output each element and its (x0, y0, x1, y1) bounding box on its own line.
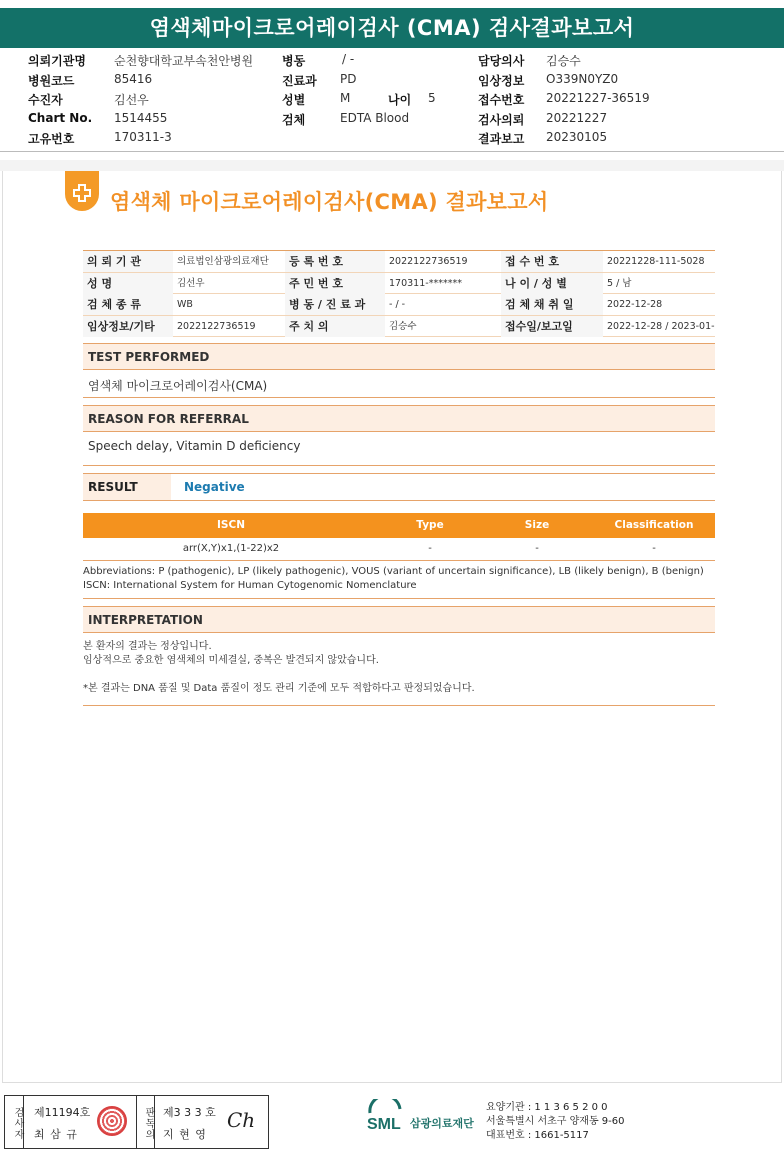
code-value: 85416 (114, 71, 153, 86)
divider (83, 465, 715, 466)
age-label: 나이 (388, 93, 412, 107)
signature: Ch (227, 1108, 256, 1132)
divider (83, 473, 715, 474)
meta-label: 접 수 번 호 (501, 251, 603, 272)
examiner-name: 최 삼 규 (34, 1128, 78, 1141)
col-size: Size (524, 519, 550, 531)
meta-row (83, 273, 715, 295)
sex-value: M (340, 91, 351, 105)
meta-label: 성 명 (83, 273, 173, 294)
meta-value: 2022-12-28 / 2023-01- (607, 320, 715, 332)
reviewer-label: 판독의 (136, 1096, 155, 1148)
age-value: 5 (428, 91, 436, 105)
cell-iscn: arr(X,Y)x1,(1-22)x2 (182, 543, 280, 554)
meta-value: 2022122736519 (389, 256, 468, 267)
chart-value: 1514455 (114, 110, 168, 125)
interpretation-line2: 임상적으로 중요한 염색체의 미세결실, 중복은 발견되지 않았습니다. (83, 655, 379, 666)
report-page (2, 171, 782, 1083)
reception-label: 접수번호 (478, 93, 525, 107)
request-label: 검사의뢰 (478, 112, 525, 127)
seal-stamp (97, 1106, 127, 1136)
institution-code: 요양기관 : 1 1 3 6 5 2 0 0 (486, 1102, 608, 1113)
unique-label: 고유번호 (28, 132, 75, 146)
address: 서울특별시 서초구 양재동 9-60 (486, 1116, 625, 1127)
col-classification: Classification (614, 519, 694, 531)
clinical-label: 임상정보 (478, 73, 525, 88)
meta-value: 5 / 남 (607, 277, 632, 289)
patient-label: 수진자 (28, 93, 63, 107)
meta-label: 임상정보/기타 (83, 316, 173, 337)
quality-note: *본 결과는 DNA 품질 및 Data 품질이 정도 관리 기준에 모두 적합하다고 판정되었습니다. (83, 683, 475, 694)
meta-label: 병 동 / 진 료 과 (285, 294, 385, 315)
report-date-label: 결과보고 (478, 132, 525, 146)
examiner-license: 제11194호 (34, 1106, 91, 1119)
abbreviations-line: Abbreviations: P (pathogenic), LP (likely pathogenic), VOUS (variant of uncertain significance), LB (likely benign), B (benign) (83, 566, 704, 577)
examiner-label: 검사자 (5, 1096, 24, 1148)
meta-value: 20221228-111-5028 (607, 256, 705, 267)
meta-label: 검 체 종 류 (83, 294, 173, 315)
report-header-title: 염색체마이크로어레이검사 (CMA) 검사결과보고서 (0, 8, 784, 48)
patient-value: 김선우 (114, 93, 149, 107)
meta-value: 2022-12-28 (607, 299, 663, 310)
sex-label: 성별 (282, 93, 306, 107)
meta-table (83, 250, 715, 337)
specimen-label: 검체 (282, 112, 306, 127)
chart-label: Chart No. (28, 110, 93, 125)
meta-row (83, 316, 715, 338)
hospital-value: 순천향대학교부속천안병원 (114, 54, 254, 68)
meta-row (83, 251, 715, 273)
test-performed-heading: TEST PERFORMED (83, 343, 715, 370)
meta-label: 의 뢰 기 관 (83, 251, 173, 272)
divider (83, 397, 715, 398)
meta-value: WB (177, 299, 193, 310)
meta-label: 등 록 번 호 (285, 251, 385, 272)
unique-value: 170311-3 (114, 130, 172, 144)
divider (83, 500, 715, 501)
col-type: Type (416, 519, 444, 531)
hospital-label: 의뢰기관명 (28, 54, 86, 68)
dna-plus-icon (65, 171, 99, 211)
cell-size: - (535, 543, 539, 554)
reviewer-name: 지 현 영 (163, 1128, 207, 1141)
meta-value: - / - (389, 299, 406, 310)
meta-value: 의료법인삼광의료재단 (177, 256, 269, 267)
meta-label: 주 치 의 (285, 316, 385, 337)
header-divider (0, 151, 784, 152)
meta-label: 주 민 번 호 (285, 273, 385, 294)
cell-type: - (428, 543, 432, 554)
meta-label: 검 체 채 취 일 (501, 294, 603, 315)
col-iscn: ISCN (217, 519, 245, 531)
divider (83, 598, 715, 599)
divider (83, 560, 715, 561)
interpretation-heading: INTERPRETATION (83, 606, 715, 633)
page-gap (0, 160, 784, 171)
doctor-value: 김승수 (546, 54, 581, 68)
result-label: RESULT (83, 474, 171, 501)
clinical-value: O339N0YZ0 (546, 71, 619, 86)
code-label: 병원코드 (28, 73, 75, 88)
footer (0, 1089, 784, 1159)
interpretation-line1: 본 환자의 결과는 정상입니다. (83, 641, 212, 652)
referral-heading: REASON FOR REFERRAL (83, 405, 715, 432)
meta-label: 나 이 / 성 별 (501, 273, 603, 294)
meta-label: 접수일/보고일 (501, 316, 603, 337)
dept-label: 진료과 (282, 73, 317, 88)
meta-value: 2022122736519 (177, 320, 256, 332)
meta-value: 김선우 (177, 277, 205, 289)
sml-logo-icon (366, 1099, 404, 1137)
result-table-header (83, 513, 715, 538)
dept-value: PD (340, 71, 357, 86)
cell-classification: - (652, 543, 656, 554)
patient-info-block (28, 52, 768, 150)
specimen-value: EDTA Blood (340, 110, 410, 125)
result-value: Negative (184, 480, 245, 494)
test-performed-text: 염색체 마이크로어레이검사(CMA) (88, 379, 268, 393)
phone: 대표번호 : 1661-5117 (486, 1130, 589, 1141)
ward-label: 병동 (282, 54, 306, 68)
sml-logo-text: SML (367, 1116, 401, 1133)
reviewer-license: 제3 3 3 호 (163, 1106, 216, 1119)
report-title: 염색체 마이크로어레이검사(CMA) 결과보고서 (110, 190, 549, 214)
table-row (83, 539, 715, 559)
ward-value: / - (342, 52, 355, 66)
divider (83, 705, 715, 706)
meta-value: 170311-******* (389, 277, 462, 289)
org-name: 삼광의료재단 (410, 1117, 474, 1130)
meta-row (83, 294, 715, 316)
report-date-value: 20230105 (546, 130, 608, 144)
referral-text: Speech delay, Vitamin D deficiency (88, 439, 301, 453)
request-value: 20221227 (546, 110, 608, 125)
iscn-definition: ISCN: International System for Human Cytogenomic Nomenclature (83, 580, 417, 591)
doctor-label: 담당의사 (478, 54, 525, 68)
reception-value: 20221227-36519 (546, 91, 650, 105)
meta-value: 김승수 (389, 320, 417, 332)
signature-box (4, 1095, 269, 1149)
org-address-block (486, 1101, 625, 1143)
report-logo (65, 171, 99, 211)
